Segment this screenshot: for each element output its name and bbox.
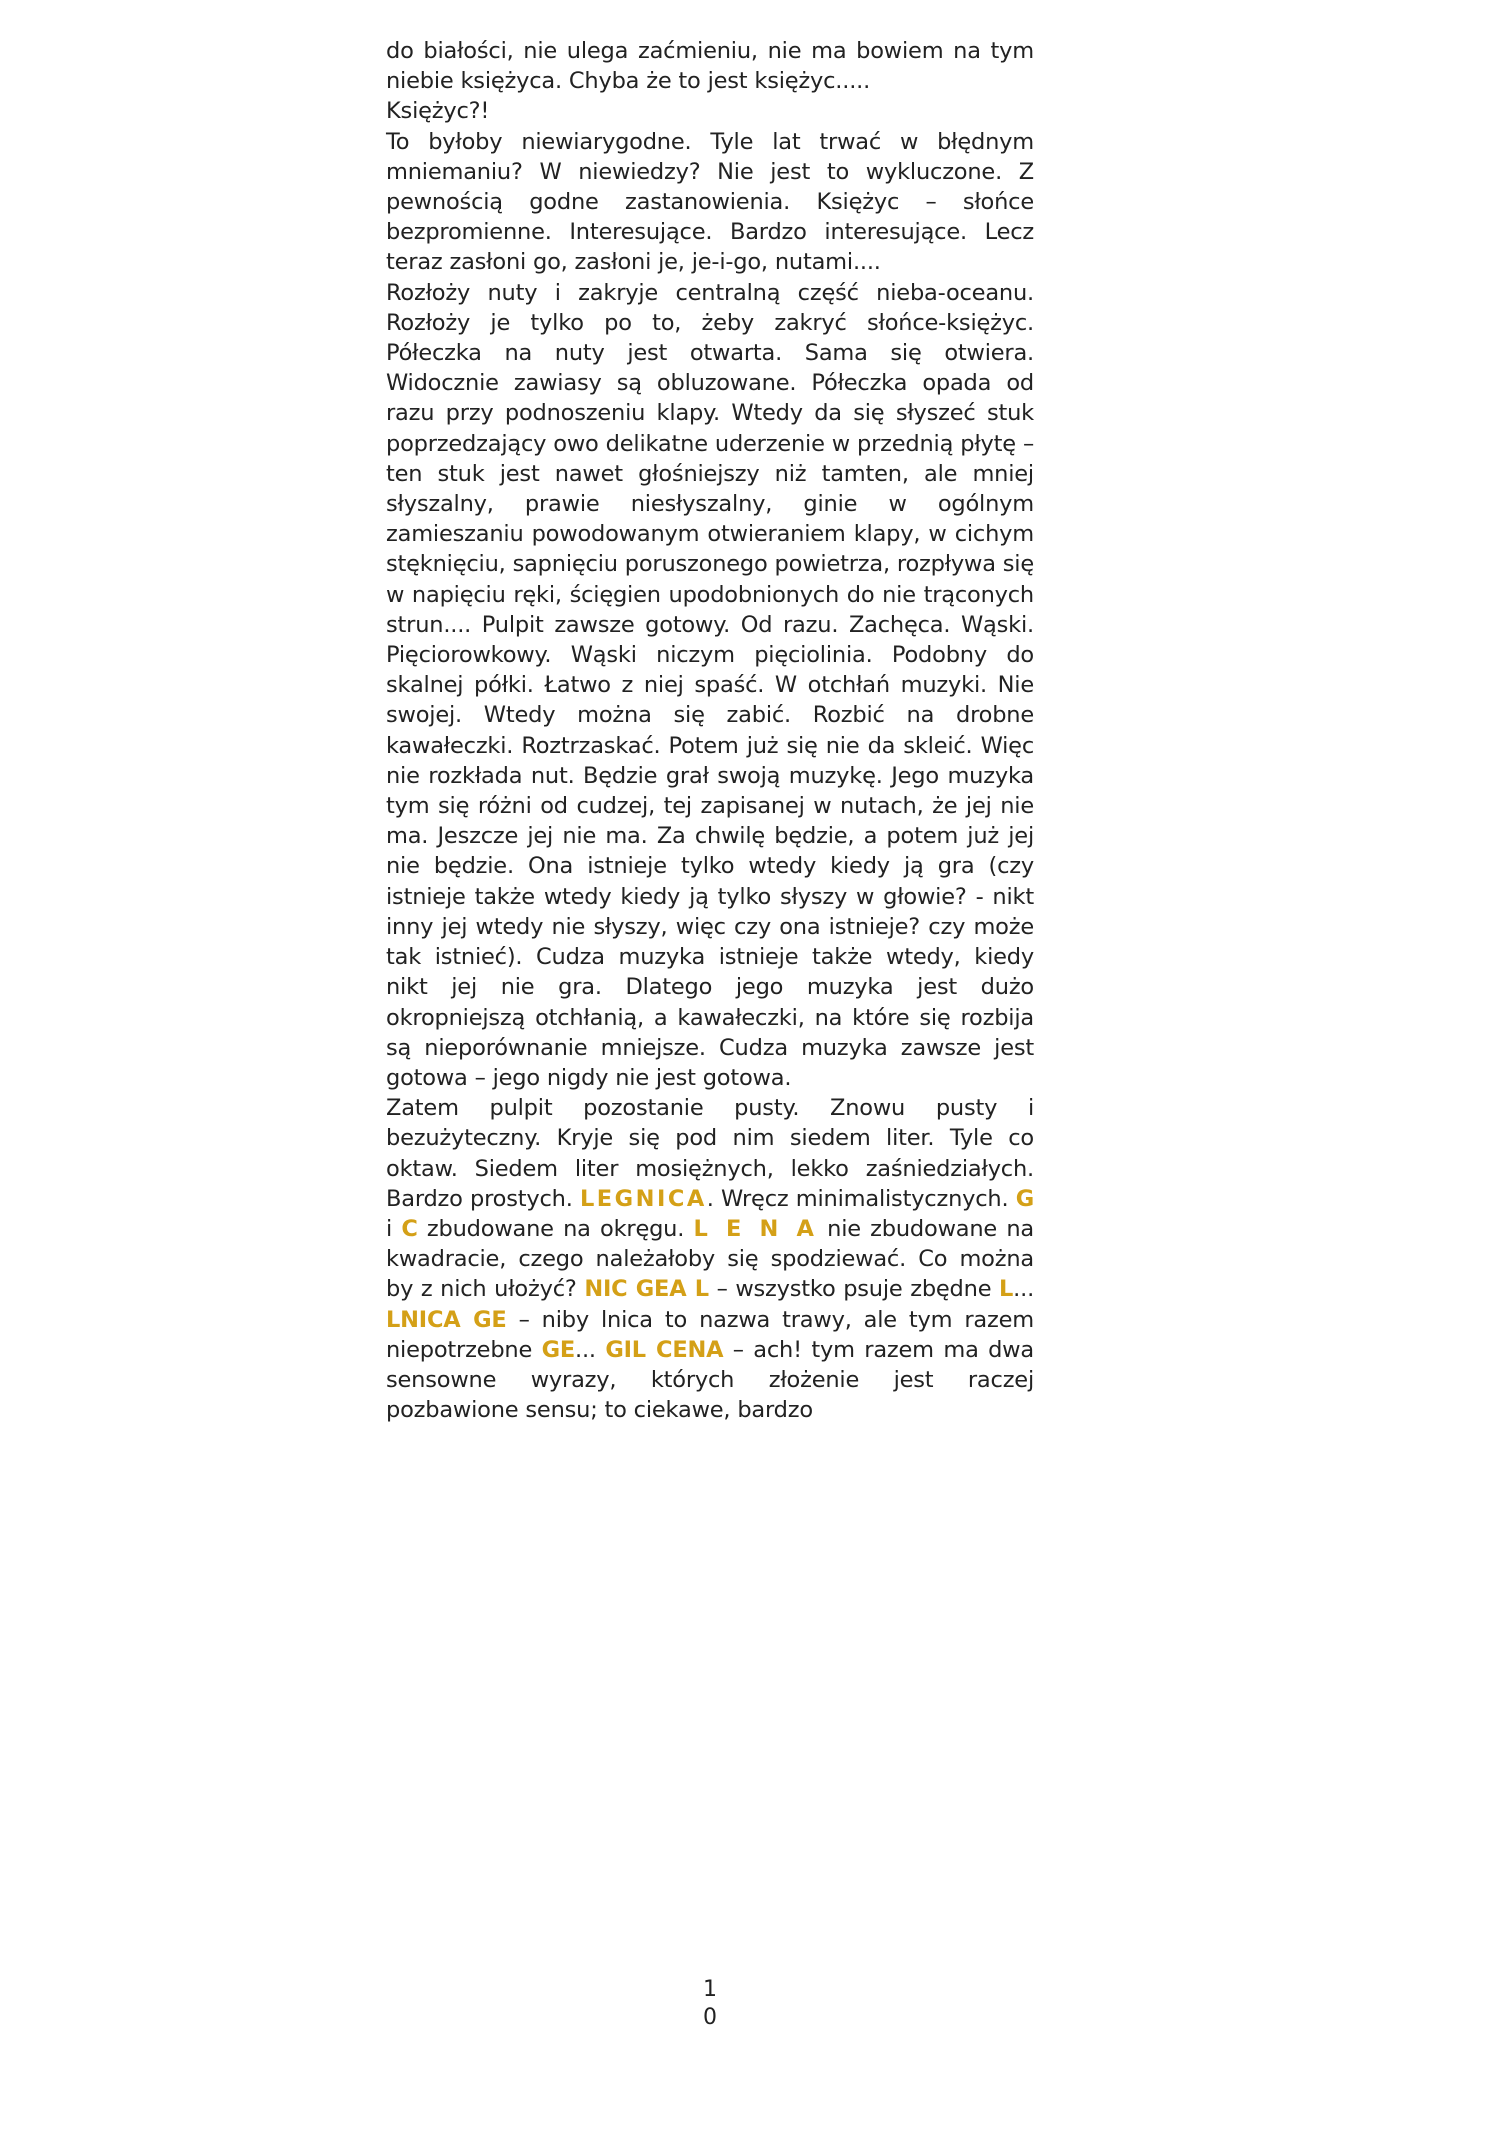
paragraph-3: To byłoby niewiarygodne. Tyle lat trwać w błędnym mniemaniu? W niewiedzy? Nie jest to wykluczone. Z pewnością godne zastanowienia. Księżyc – słońce bezpromienne. Interesujące. Bardzo interesujące. Lecz teraz zasłoni go, zasłoni je, je-i-go, nutami.... — [386, 128, 1034, 276]
highlighted-word-ge: GE — [541, 1336, 576, 1363]
page-number-digit-2: 0 — [703, 2005, 717, 2030]
text-run: ... — [1013, 1276, 1035, 1303]
text-run: Zatem pulpit pozostanie pusty. Znowu pusty i bezużyteczny. Kryje się pod nim siedem liter. Tyle co oktaw. Siedem liter mosiężnych, lekko zaśniedziałych. Bardzo prostych. — [386, 1095, 1034, 1212]
text-run: – wszystko psuje zbędne — [708, 1276, 1000, 1303]
highlighted-letter-c: C — [401, 1215, 418, 1242]
paragraph-5 — [386, 1093, 1034, 1425]
text-run: zbudowane na okręgu. — [417, 1215, 694, 1242]
highlighted-letter-l: L — [999, 1276, 1014, 1303]
text-run: ... — [575, 1336, 606, 1363]
highlighted-word-lnica-ge: LNICA GE — [386, 1306, 507, 1333]
text-run: – ach! tym razem ma dwa sensowne wyrazy, których złożenie jest raczej pozbawione sensu; to ciekawe, bardzo — [386, 1336, 1034, 1424]
document-body — [386, 36, 1034, 1425]
highlighted-letters-lena: L E N A — [693, 1215, 818, 1242]
text-run: nie zbudowane na kwadracie, czego należałoby się spodziewać. Co można by z nich ułożyć? — [386, 1215, 1034, 1303]
text-run: – niby lnica to nazwa trawy, ale tym razem niepotrzebne — [386, 1306, 1034, 1363]
paragraph-2: Księżyc?! — [386, 98, 490, 125]
page-number — [690, 1976, 730, 2032]
text-run: . Wręcz minimalistycznych. — [706, 1185, 1016, 1212]
highlighted-word-legnica: LEGNICA — [579, 1185, 707, 1212]
highlighted-letter-g: G — [1015, 1185, 1034, 1212]
paragraph-4: Rozłoży nuty i zakryje centralną część nieba-oceanu. Rozłoży je tylko po to, żeby zakryć słońce-księżyc. Półeczka na nuty jest otwarta. Sama się otwiera. Widocznie zawiasy są obluzowane. Półeczka opada od razu przy podnoszeniu klapy. Wtedy da się słyszeć stuk poprzedzający owo delikatne uderzenie w przednią płytę – ten stuk jest nawet głośniejszy niż tamten, ale mniej słyszalny, prawie niesłyszalny, ginie w ogólnym zamieszaniu powodowanym otwieraniem klapy, w cichym stęknięciu, sapnięciu poruszonego powietrza, rozpływa się w napięciu ręki, ścięgien upodobnionych do nie trąconych strun.... Pulpit zawsze gotowy. Od razu. Zachęca. Wąski. Pięciorowkowy. Wąski niczym pięciolinia. Podobny do skalnej półki. Łatwo z niej spaść. W otchłań muzyki. Nie swojej. Wtedy można się zabić. Rozbić na drobne kawałeczki. Roztrzaskać. Potem już się nie da skleić. Więc nie rozkłada nut. Będzie grał swoją muzykę. Jego muzyka tym się różni od cudzej, tej zapisanej w nutach, że jej nie ma. Jeszcze jej nie ma. Za chwilę będzie, a potem już jej nie będzie. Ona istnieje tylko wtedy kiedy ją gra (czy istnieje także wtedy kiedy ją tylko słyszy w głowie? - nikt inny jej wtedy nie słyszy, więc czy ona istnieje? czy może tak istnieć). Cudza muzyka istnieje także wtedy, kiedy nikt jej nie gra. Dlatego jego muzyka jest dużo okropniejszą otchłanią, a kawałeczki, na które się rozbija są nieporównanie mniejsze. Cudza muzyka zawsze jest gotowa – jego nigdy nie jest gotowa. — [386, 279, 1034, 1091]
highlighted-word-nic-gea-l: NIC GEA L — [584, 1276, 709, 1303]
text-run: i — [386, 1215, 402, 1242]
highlighted-word-gil-cena: GIL CENA — [605, 1336, 724, 1363]
page-number-digit-1: 1 — [703, 1977, 717, 2002]
paragraph-1: do białości, nie ulega zaćmieniu, nie ma bowiem na tym niebie księżyca. Chyba że to jest księżyc..... — [386, 38, 1034, 95]
